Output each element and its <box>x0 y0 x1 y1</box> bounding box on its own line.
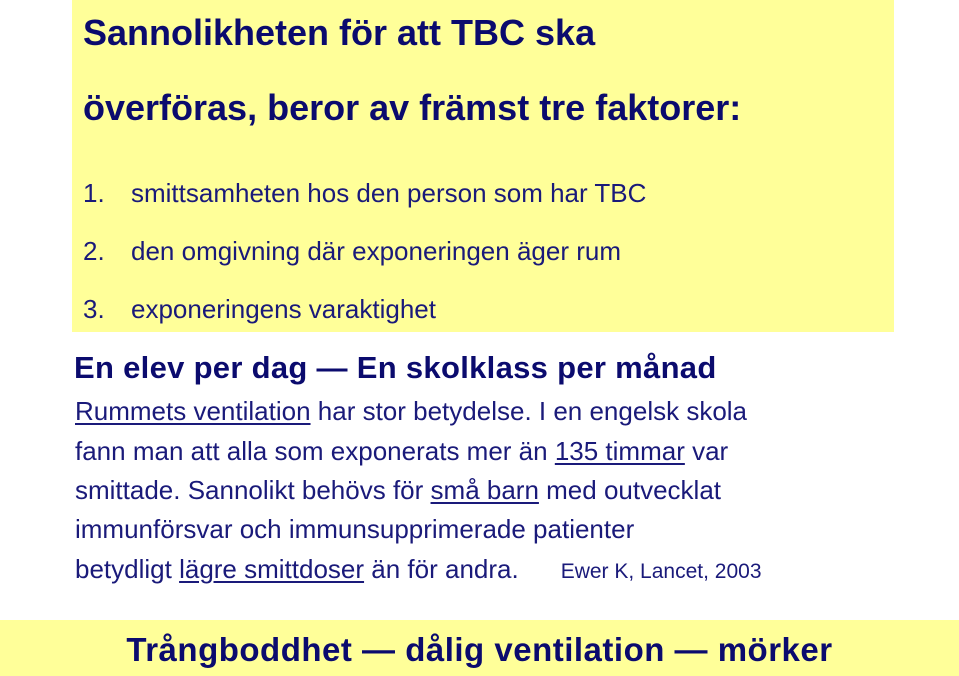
subheading: En elev per dag — En skolklass per månad <box>74 350 717 385</box>
factor-number: 3. <box>83 294 105 324</box>
paragraph-line-4: immunförsvar och immunsupprimerade patienter <box>75 514 635 544</box>
paragraph-text: smittade. Sannolikt behövs för <box>75 475 431 505</box>
paragraph-text: var <box>684 436 729 466</box>
underlined-phrase-hours: 135 timmar <box>554 436 685 466</box>
factor-number: 2. <box>83 236 105 266</box>
underlined-phrase-ventilation: Rummets ventilation <box>75 396 311 426</box>
citation: Ewer K, Lancet, 2003 <box>560 560 762 583</box>
factor-item-1 <box>83 180 646 206</box>
paragraph-text: med outvecklat <box>538 475 722 505</box>
underlined-phrase-doses: lägre smittdoser <box>179 554 365 584</box>
factor-text: smittsamheten hos den person som har TBC <box>131 178 647 208</box>
paragraph-text: än för andra. <box>364 554 519 584</box>
factor-text: den omgivning där exponeringen äger rum <box>131 236 621 266</box>
factor-item-3 <box>83 296 436 322</box>
footer-text: Trångboddhet — dålig ventilation — mörker <box>126 631 833 668</box>
factor-text: exponeringens varaktighet <box>131 294 436 324</box>
page-title-line-2: överföras, beror av främst tre faktorer: <box>83 87 742 128</box>
paragraph-line-3 <box>75 477 721 503</box>
factor-item-2 <box>83 238 621 264</box>
paragraph-text: fann man att alla som exponerats mer än <box>75 436 555 466</box>
paragraph-line-5 <box>75 556 762 582</box>
paragraph-line-2 <box>75 438 728 464</box>
page-title-line-1: Sannolikheten för att TBC ska <box>83 12 596 53</box>
paragraph-text: betydligt <box>75 554 180 584</box>
paragraph-line-1 <box>75 398 747 424</box>
paragraph-text: har stor betydelse. I en engelsk skola <box>310 396 748 426</box>
underlined-phrase-children: små barn <box>430 475 539 505</box>
factor-number: 1. <box>83 178 105 208</box>
